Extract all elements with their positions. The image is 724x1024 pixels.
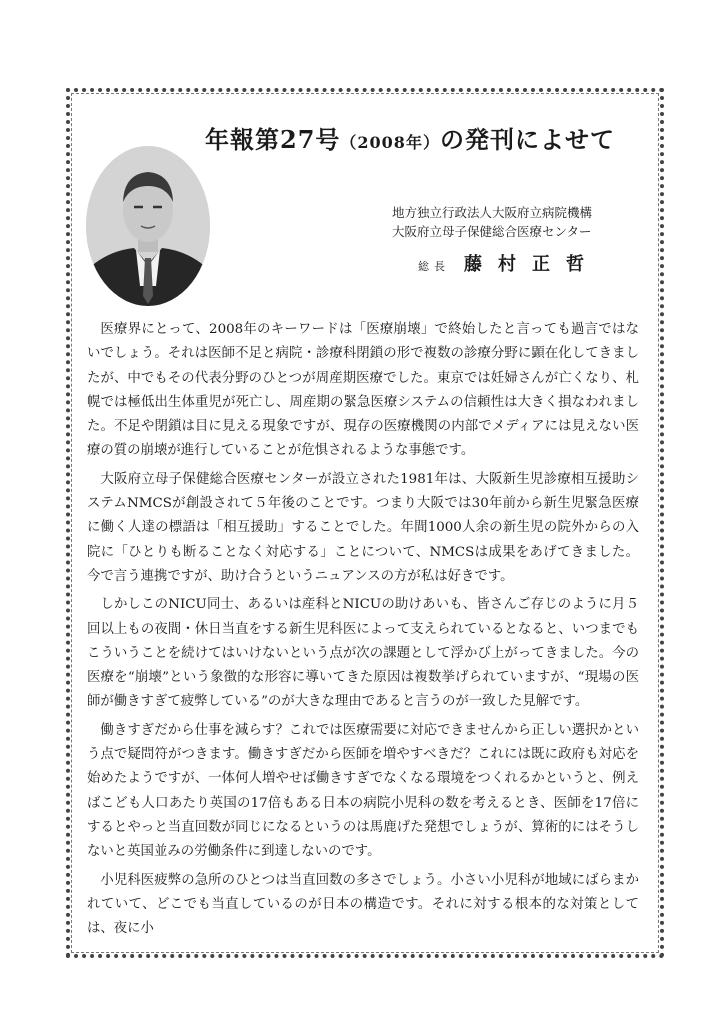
author-role: 総長 [418,260,450,273]
paragraph-4: 働きすぎだから仕事を減らす？これでは医療需要に対応できませんから正しい選択かという点で疑問符がつきます。働きすぎだから医師を増やすべきだ？これには既に政府も対応を始めたようですが、一体何人増やせば働きすぎでなくなる環境をつくれるかというと、例えばこども人口あたり英国の17倍もある日本の病院小児科の数を考えるとき、医師を17倍にするとやっと当直回数が同じになるというのは馬鹿げた発想でしょうが、算術的にはそうしないと英国並みの労働条件に到達しないのです。 [87,722,639,860]
paragraph-5: 小児科医疲弊の急所のひとつは当直回数の多さでしょう。小さい小児科が地域にばらまかれていて、どこでも当直しているのが日本の構造です。それに対する根本的な対策としては、夜に小 [87,872,639,937]
paragraph-1: 医療界にとって、2008年のキーワードは「医療崩壊」で終始したと言っても過言ではないでしょう。それは医師不足と病院・診療科閉鎖の形で複数の診療分野に顕在化してきましたが、中でもその代表分野のひとつが周産期医療でした。東京では妊婦さんが亡くなり、札幌では極低出生体重児が死亡し、周産期の緊急医療システムの信頼性は大きく損なわれました。不足や閉鎖は目に見える現象ですが、現存の医療機関の内部でメディアには見えない医療の質の崩壊が進行していることが危惧されるような事態です。 [87,322,639,459]
org-line-1: 地方独立行政法人大阪府立病院機構 [392,205,593,220]
title-suffix: の発刊によせて [439,125,615,154]
author-name: 藤村正哲 [464,254,600,275]
org-line-2: 大阪府立母子保健総合医療センター [392,224,592,239]
paragraph-2: 大阪府立母子保健総合医療センターが設立された1981年は、大阪新生児診療相互援助システムNMCSが創設されて５年後のことです。つまり大阪では30年前から新生児緊急医療に働く人達の標語は「相互援助」することでした。年間1000人余の新生児の院外からの入院に「ひとりも断ることなく対応する」ことについて、NMCSは成果をあげてきました。今で言う連携ですが、助け合うというニュアンスの方が私は好きです。 [87,471,639,584]
article-body [87,318,639,945]
title-year: （2008年） [340,133,440,152]
author-organization [392,203,592,241]
author-signature [418,250,600,276]
page-title [205,120,615,155]
paragraph-3: しかしこのNICU同士、あるいは産科とNICUの助けあいも、皆さんご存じのように月５回以上もの夜間・休日当直をする新生児科医によって支えられているとなると、いつまでもこういうことを続けてはいけないという点が次の課題として浮かび上がってきました。今の医療を“崩壊”という象徴的な形容に導いてきた原因は複数挙げられていますが、“現場の医師が働きすぎて疲弊している”のが大きな理由であると言うのが一致した見解です。 [87,597,639,710]
title-prefix: 年報第27号 [205,125,341,154]
author-portrait [86,146,210,306]
